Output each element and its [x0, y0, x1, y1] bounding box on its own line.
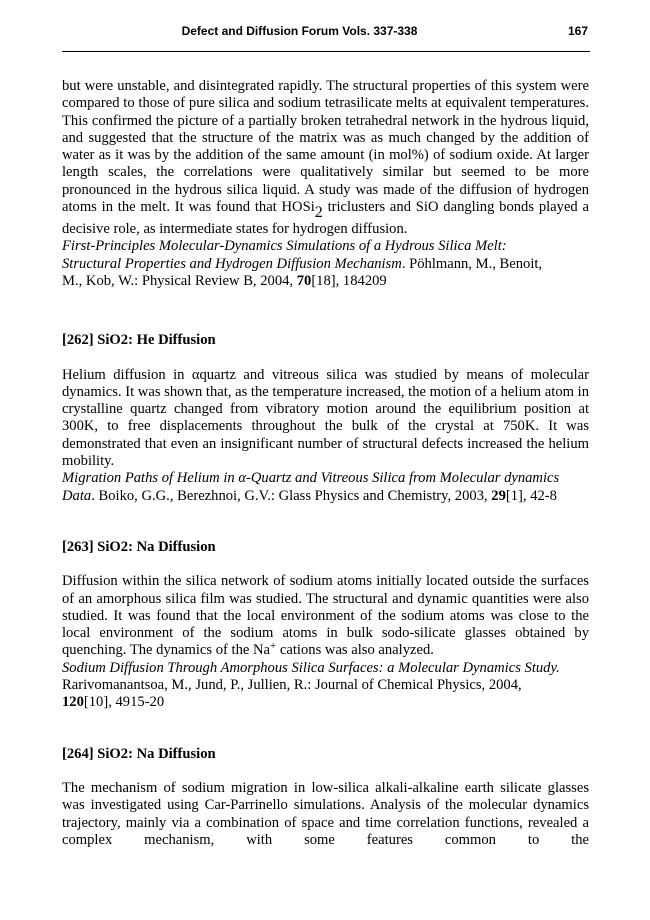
abstract-paragraph: Helium diffusion in αquartz and vitreous silica was studied by means of molecular dynamics. It was shown that, as the temperature increased, the motion of a helium atom in crystalline quartz changed from vibratory motion around the equilibrium position at 300K, to free displacements throughout the bulk of the crystal at 750K. It was demonstrated that even an insignificant number of structural defects increased the helium mobility. — [62, 366, 589, 470]
header-rule — [62, 51, 590, 52]
superscript: + — [270, 640, 277, 653]
entry-previous — [62, 78, 589, 290]
subscript: 2 — [314, 204, 323, 222]
abstract-paragraph: but were unstable, and disintegrated rapidly. The structural properties of this system were compared to those of pure silica and sodium tetrasilicate melts at equivalent temperatures. This confirmed the picture of a partially broken tetrahedral network in the hydrous liquid, and suggested that the structure of the matrix was as much changed by the addition of water as it was by the addition of the same amount (in mol%) of sodium oxide. At larger length scales, the correlations were qualitatively similar but seemed to be more pronounced in the hydrous silica liquid. A study was made of the diffusion of hydrogen atoms in the melt. It was found that HOSi$_2$ triclusters and SiO dangling bonds played a decisive role, as intermediate states for hydrogen diffusion. — [62, 78, 589, 238]
reference-citation: First-Principles Molecular-Dynamics Simulations of a Hydrous Silica Melt: Structural Properties and Hydrogen Diffusion Mechanism. Pöhlmann, M., Benoit, M., Kob, W.: Physical Review B, 2004, 70[18], 184209 — [62, 238, 543, 289]
journal-title: Defect and Diffusion Forum Vols. 337-338 — [181, 24, 418, 38]
entry-263 — [62, 539, 589, 712]
entry-heading: [262] SiO2: He Diffusion — [62, 332, 216, 349]
entry-262 — [62, 332, 589, 505]
abstract-paragraph: The mechanism of sodium migration in low-silica alkali-alkaline earth silicate glasses was investigated using Car-Parrinello simulations. Analysis of the molecular dynamics trajectory, mainly via a combination of space and time correlation functions, revealed a complex mechanism, with some features common to the — [62, 779, 589, 848]
abstract-paragraph: Diffusion within the silica network of sodium atoms initially located outside the surfaces of an amorphous silica film was studied. The structural and dynamic quantities were also studied. It was found that the local environment of the sodium atoms was close to the local environment of the sodium atoms in bulk sodo-silicate glasses obtained by quenching. The dynamics of the Na+ cations was also analyzed. — [62, 573, 589, 659]
page-content — [62, 78, 589, 849]
reference-citation: Sodium Diffusion Through Amorphous Silica Surfaces: a Molecular Dynamics Study. Rarivomanantsoa, M., Jund, P., Jullien, R.: Journal of Chemical Physics, 2004, 120[10], 4915-20 — [62, 659, 560, 711]
reference-citation: Migration Paths of Helium in α-Quartz and Vitreous Silica from Molecular dynamics Data. Boiko, G.G., Berezhnoi, G.V.: Glass Physics and Chemistry, 2003, 29[1], 42-8 — [62, 470, 560, 504]
entry-264 — [62, 746, 589, 849]
entry-heading: [263] SiO2: Na Diffusion — [62, 538, 216, 555]
entry-heading: [264] SiO2: Na Diffusion — [62, 745, 216, 762]
page-number: 167 — [567, 24, 588, 38]
